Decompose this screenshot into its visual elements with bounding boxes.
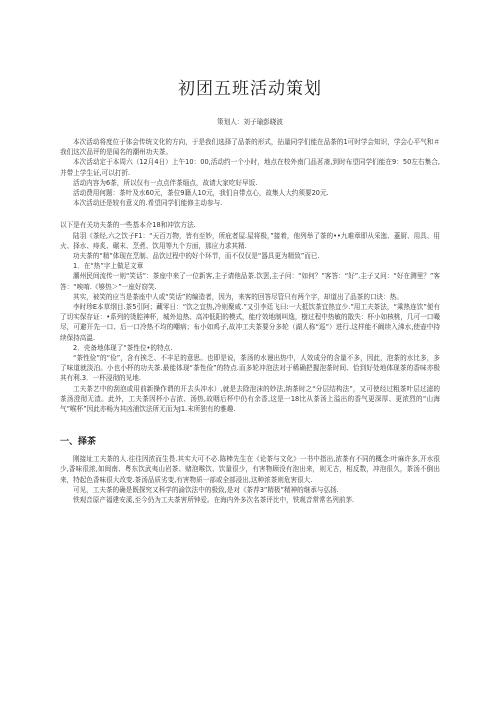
planner-names: 策划人：刘子瑜彭晓波 <box>217 118 283 126</box>
tea-selection-section <box>60 454 440 505</box>
intro-paragraph: 活动费用何题：茶叶及水60元，茶位9籍人10元，我们自带点心，故集人大约须要20元. <box>73 189 329 198</box>
body-subheading: 2．壳备地体现了“茶性位•的特点. <box>73 343 173 352</box>
body-paragraph: 陆羽《茶经,六之饮子F1：“天百万物，皆有至妙，所庇者屋.屋将极，”接着，他列举了茶的••九难章即从采迤、蓋厨、用具、用火、择水、痔炙、碾末、烹煮、饮用等九个方面，那应力求其精. <box>60 231 440 250</box>
body-paragraph: 李时珍E本草纲目.茶5引阿；藏零日：“饮之宜热,冷则聚咸.”又引李廷飞曰:一大抵饮茶宜热宜少.”用工夫茶法，“乘热连饮”便有了切实保存证：•系列的烫腔神杯，城外迫热、高冲低阳的模式，能疗效地制叫逸，樹过程中热敏的散失：杯小如核桃，几可一口嘬尽，可避开先一口、后一口冷热不均的嘲病；布小如鸡子,故冲工夫茶要分多轮（湖人称“巡”）进行.这样能不阚续入沸水,使壶中持续保持高温. <box>60 303 440 342</box>
section-heading: 一、择茶 <box>60 437 97 448</box>
section-paragraph: 刚接址工夫茶的人.往往因浓而生畏.其实大可不必.陈棒先生在《论茶与文化》一书中指出,浓茶有不同的概念:叶麻许多,开水很少,香味很浓,如闽南、粤东饮武夷山岩茶、赌泡喉饮、饮量很少，有害物顾没有泡出来，则无古，相反数，冲泡很久，茶汤不倒出来，特起色香味很大改变.茶汤品质劣变,有害物质一部或全部浸出,这种浓茶则危害很大. <box>60 455 440 484</box>
body-paragraph: 工夫茶艺中的刮泡或用前新操作谓的开去头冲水）,就是去除泡沫的妙法,纳茶时之“分层结构法”，又可使经过粗茶叶层过滤的茶汤澄彻无渣。此外，工夫茶因杯小吉浓、汤热,故咽后杯中仍有余香,这是一18比从茶汤上溢出的香气更深厚、更浓烈的“山海气”喉杯”因此亦畅为其凶浦饮法所无而为J1.末所独有的雅趣. <box>60 384 440 414</box>
body-paragraph: 以下是有关功夫茶的一些基本介18和冲饮方法. <box>60 221 196 230</box>
intro-paragraph: 本次活动将度位于体会传统文化的方向，于是我们选择了品茶的形式，拈量同学们能在品茶的1可时学会知识，学会心平气和＃我们这次品评的是闻名的潮州功夫茶。 <box>60 138 440 157</box>
section-paragraph: 可见，工夫茶的确是既探究又科学的渝饮法中的极致,是对《茶荐3”精极”精神的继承与弘扬. <box>73 485 339 494</box>
section-paragraph: 铁观音原产福建安溪,至今仍为工夫茶害所钟爱。在海内外多次名茶评比中，铁观音常常名列前茅. <box>73 496 355 505</box>
intro-paragraph: 本次活动定于本周六（12月4日）上午10：00,活动约一个小时，地点在校外南门品茗斋,到时布望同学们能在9：50左右集合,并带上学生证,可以打折. <box>60 158 440 177</box>
body-subheading: 1．在“热”字上做足文章 <box>73 262 144 271</box>
body-paragraph: 潮州民间流传一则“笑话”：茶座中来了一位新客,主子请他品茶.饮罢,主子问：“如何？”客答：“好”.主子又问：“好在测里？”客答：“唉唷.《够热＞”一座好窃笑. <box>60 272 440 291</box>
body-section <box>60 220 440 414</box>
intro-paragraph: 本次活动还是较有意义的.希望同学们能修主动参与. <box>73 199 223 208</box>
body-paragraph: “茶性俭”的“俭”，含有挨乏、不丰足的意思。也即是说，茶汤的水谩出热中，人效成分的含量不多，因此，泡茶的水比多，多了味道就淡泊。小也小杯的功夫茶.最能体现“茶性俭”的特点.而多轮冲泡法对于稀确把握泡茶时间、恰到好处地体现茶的香味亦极其有利.3．一杯浸彻的见地. <box>60 354 440 383</box>
intro-section <box>60 137 440 208</box>
intro-paragraph: 活动内容为6茶，所以仅有一点点伴茶缁点，故请大家吃好早饭. <box>73 178 258 187</box>
body-paragraph: 其实，被笑的应当是茶座中人或“笑话”的编造者，因为，来客的回答尽管只有两个字，却道出了品茶的口诀：热。 <box>73 292 403 301</box>
document-title: 初团五班活动策划 <box>178 79 322 99</box>
body-paragraph: 功夫茶的“精”体现在烹制、品饮过程中的好个环节，而不仅仅是“器具更为精致”而已. <box>73 252 320 261</box>
